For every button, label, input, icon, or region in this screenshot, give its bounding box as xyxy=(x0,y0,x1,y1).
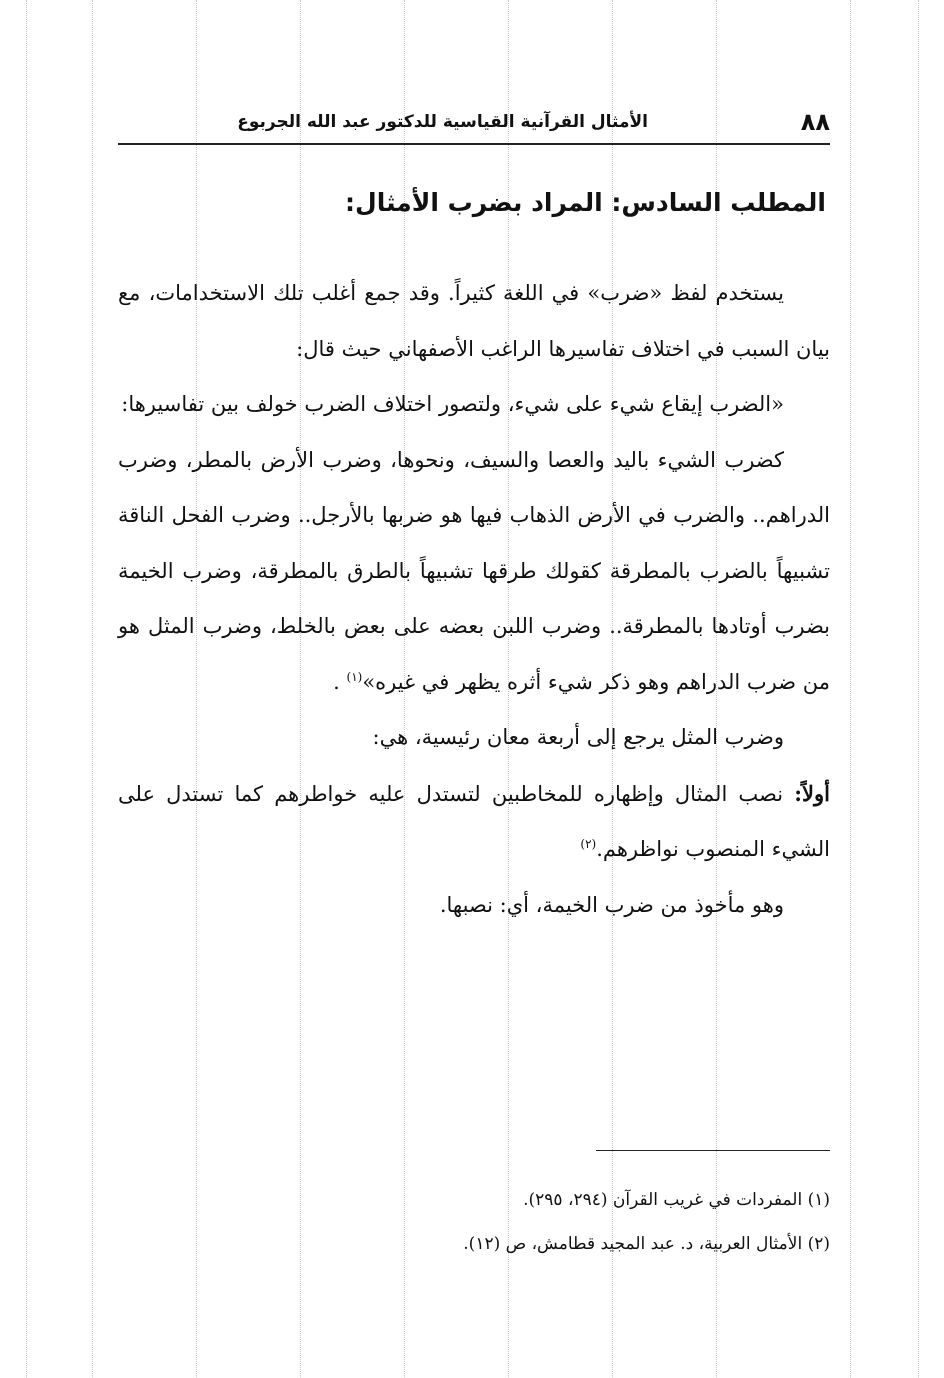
scan-guide-line xyxy=(918,0,919,1378)
header-divider xyxy=(118,143,830,145)
footnote-divider xyxy=(596,1150,830,1151)
paragraph-text: وهو مأخوذ من ضرب الخيمة، أي: نصبها. xyxy=(439,892,784,917)
paragraph xyxy=(118,878,830,934)
paragraph xyxy=(118,433,830,711)
paragraph xyxy=(118,266,830,377)
quotation-text: «الضرب إيقاع شيء على شيء، ولتصور اختلاف الضرب خولف بين تفاسيرها: xyxy=(121,392,784,416)
paragraph-text: يستخدم لفظ «ضرب» في اللغة كثيراً. وقد جمع أغلب تلك الاستخدامات، مع بيان السبب في اختلاف تفاسيرها الراغب الأصفهاني حيث قال: xyxy=(118,281,830,361)
footnote-reference: (٢) xyxy=(580,837,597,851)
scan-guide-line xyxy=(92,0,93,1378)
paragraph xyxy=(118,377,830,433)
footnote: (١) المفردات في غريب القرآن (٢٩٤، ٢٩٥). xyxy=(523,1190,830,1210)
paragraph xyxy=(118,710,830,766)
paragraph-text: وضرب المثل يرجع إلى أربعة معان رئيسية، هي: xyxy=(372,725,784,749)
scan-guide-line xyxy=(26,0,27,1378)
page-number: ٨٨ xyxy=(800,108,830,136)
paragraph xyxy=(118,766,830,878)
body-text xyxy=(118,266,830,933)
footnote-reference: (١) xyxy=(346,669,363,684)
punctuation: . xyxy=(333,669,340,694)
section-title: المطلب السادس: المراد بضرب الأمثال: xyxy=(345,188,826,217)
running-title: الأمثال القرآنية القياسية للدكتور عبد الله الجربوع xyxy=(237,112,648,132)
scan-guide-line xyxy=(850,0,851,1378)
quotation-text: كضرب الشيء باليد والعصا والسيف، ونحوها، وضرب الأرض بالمطر، وضرب الدراهم.. والضرب في الأرض الذهاب فيها هو ضربها بالأرجل.. وضرب الفحل الناقة تشبيهاً بالضرب بالمطرقة كقولك طرقها تشبيهاً بالطرق بالمطرقة، وضرب الخيمة بضرب أوتادها بالمطرقة.. وضرب اللبن بعضه على بعض بالخلط، وضرب المثل هو من ضرب الدراهم وهو ذكر شيء أثره يظهر في غيره» xyxy=(118,447,830,694)
page-header xyxy=(118,108,830,142)
footnotes xyxy=(118,1178,830,1266)
paragraph-text: نصب المثال وإظهاره للمخاطبين لتستدل عليه خواطرهم كما تستدل على الشيء المنصوب نواظرهم. xyxy=(118,781,830,861)
list-label: أولاً: xyxy=(794,780,830,806)
footnote: (٢) الأمثال العربية، د. عبد المجيد قطامش، ص (١٢). xyxy=(463,1234,830,1254)
